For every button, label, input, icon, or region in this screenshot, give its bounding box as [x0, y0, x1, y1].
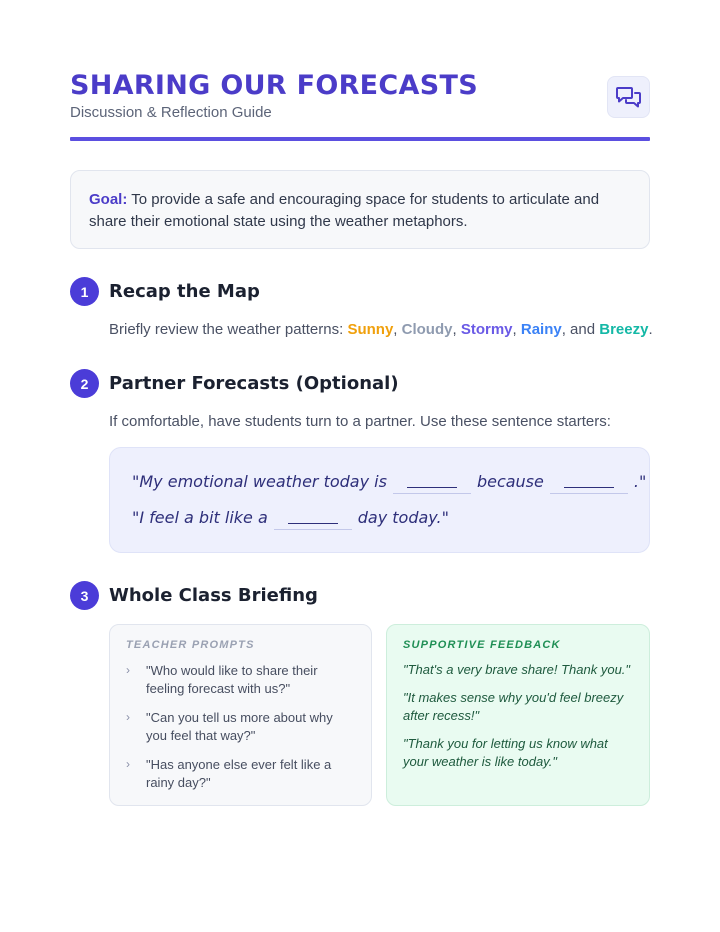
pattern-rainy: Rainy [520, 321, 562, 338]
card-label: SUPPORTIVE FEEDBACK [403, 639, 561, 651]
goal-label: Goal: [89, 191, 128, 208]
teacher-prompts-card [109, 624, 372, 806]
prompt-text: "Who would like to share their feeling forecast with us?" [146, 663, 318, 696]
prompt-text: "Can you tell us more about why you feel that way?" [146, 710, 333, 743]
pattern-cloudy: Cloudy [401, 321, 453, 338]
page-title: SHARING OUR FORECASTS [70, 70, 478, 101]
page-header [70, 68, 650, 138]
pattern-end: . [648, 321, 653, 338]
step-number: 1 [70, 277, 99, 306]
header-divider [70, 137, 650, 141]
fill-in-blank [550, 468, 628, 494]
recap-intro: Briefly review the weather patterns: [109, 321, 344, 338]
starter-text: day today." [357, 507, 449, 527]
page-subtitle: Discussion & Reflection Guide [70, 104, 272, 121]
list-item [126, 709, 355, 745]
prompt-text: "Has anyone else ever felt like a rainy day?" [146, 757, 332, 790]
starter-text: because [476, 471, 544, 491]
step-number: 2 [70, 369, 99, 398]
fill-in-blank [274, 504, 352, 530]
feedback-item: "It makes sense why you'd feel breezy after recess!" [403, 690, 624, 723]
list-item [126, 662, 355, 698]
sentence-starter [132, 504, 449, 530]
fill-in-blank [393, 468, 471, 494]
starter-text: "My emotional weather today is [132, 471, 387, 491]
supportive-feedback-card [386, 624, 650, 806]
step-title: Recap the Map [109, 281, 260, 302]
goal-text: To provide a safe and encouraging space for students to articulate and share their emotional state using the weather metaphors. [89, 191, 600, 230]
pattern-sunny: Sunny [347, 321, 394, 338]
feedback-item: "That's a very brave share! Thank you." [403, 662, 631, 677]
pattern-breezy: Breezy [599, 321, 649, 338]
step-title: Whole Class Briefing [109, 585, 318, 606]
starter-text: ." [633, 471, 647, 491]
sentence-starters-box [109, 447, 650, 553]
pattern-stormy: Stormy [460, 321, 513, 338]
step-recap [70, 277, 260, 306]
card-label: TEACHER PROMPTS [126, 639, 255, 651]
chevron-right-icon: › [126, 663, 130, 677]
step-title: Partner Forecasts (Optional) [109, 373, 399, 394]
chat-bubbles-icon [607, 76, 650, 118]
step-partner-forecasts [70, 369, 399, 398]
pattern-separator: , and [561, 321, 600, 338]
pattern-separator: , [452, 321, 461, 338]
chevron-right-icon: › [126, 710, 130, 724]
sentence-starter [132, 468, 646, 494]
starter-text: "I feel a bit like a [132, 507, 268, 527]
list-item [126, 756, 355, 792]
feedback-item: "Thank you for letting us know what your weather is like today." [403, 736, 608, 769]
goal-box [70, 170, 650, 249]
chevron-right-icon: › [126, 757, 130, 771]
step-whole-class [70, 581, 318, 610]
step-number: 3 [70, 581, 99, 610]
pattern-separator: , [512, 321, 521, 338]
recap-text [109, 321, 653, 338]
pattern-separator: , [393, 321, 402, 338]
partner-text: If comfortable, have students turn to a partner. Use these sentence starters: [109, 413, 611, 430]
